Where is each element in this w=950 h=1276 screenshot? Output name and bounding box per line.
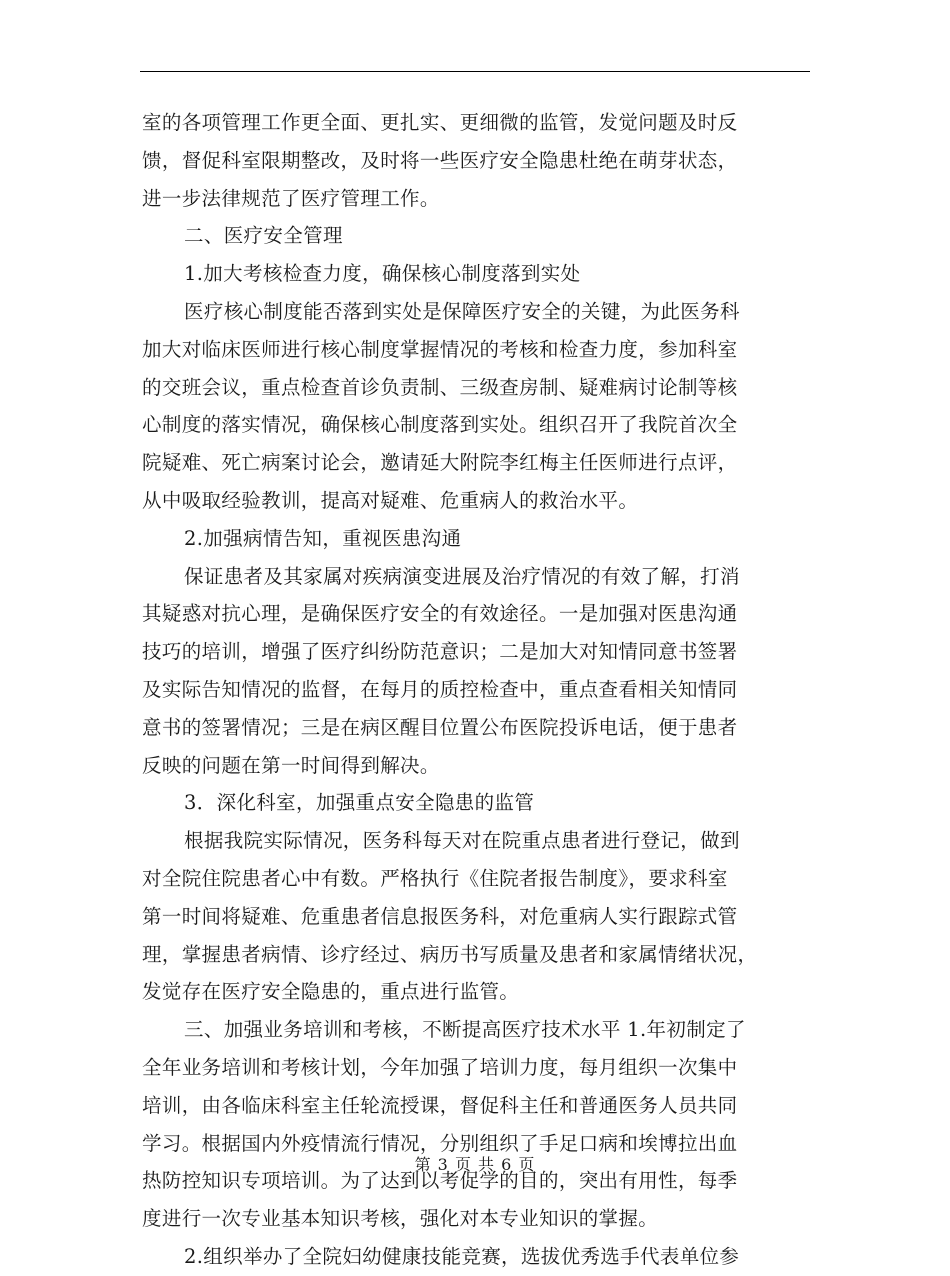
text-line: 度进行一次专业基本知识考核，强化对本专业知识的掌握。 [142,1207,659,1231]
text-line: 及实际告知情况的监督，在每月的质控检查中，重点查看相关知情同 [142,677,738,701]
document-body [142,104,812,1276]
text-line: 理，掌握患者病情、诊疗经过、病历书写质量及患者和家属情绪状况， [142,942,758,966]
text-line: 对全院住院患者心中有数。严格执行《住院者报告制度》，要求科室 [142,866,728,890]
header-rule [140,71,810,72]
text-line: 三、加强业务培训和考核，不断提高医疗技术水平 1.年初制定了 [184,1018,746,1042]
text-line: 全年业务培训和考核计划，今年加强了培训力度，每月组织一次集中 [142,1055,738,1079]
text-line: 从中吸取经验教训，提高对疑难、危重病人的救治水平。 [142,488,639,512]
text-line: 技巧的培训，增强了医疗纠纷防范意识；二是加大对知情同意书签署 [142,640,738,664]
text-line: 第一时间将疑难、危重患者信息报医务科，对危重病人实行跟踪式管 [142,904,738,928]
text-line: 反映的问题在第一时间得到解决。 [142,753,440,777]
text-line: 院疑难、死亡病案讨论会，邀请延大附院李红梅主任医师进行点评， [142,451,738,475]
text-line: 培训，由各临床科室主任轮流授课，督促科主任和普通医务人员共同 [142,1093,738,1117]
text-line: 馈，督促科室限期整改，及时将一些医疗安全隐患杜绝在萌芽状态， [142,148,738,172]
text-line: 热防控知识专项培训。为了达到以考促学的目的，突出有用性，每季 [142,1169,738,1193]
text-line: 心制度的落实情况，确保核心制度落到实处。组织召开了我院首次全 [142,413,738,437]
text-line: 其疑惑对抗心理，是确保医疗安全的有效途径。一是加强对医患沟通 [142,602,738,626]
text-line: 1.加大考核检查力度，确保核心制度落到实处 [184,262,581,286]
text-line: 的交班会议，重点检查首诊负责制、三级查房制、疑难病讨论制等核 [142,375,738,399]
text-line: 保证患者及其家属对疾病演变进展及治疗情况的有效了解，打消 [184,564,740,588]
text-line: 加大对临床医师进行核心制度掌握情况的考核和检查力度，参加科室 [142,337,738,361]
text-line: 二、医疗安全管理 [184,224,343,248]
text-line: 2.组织举办了全院妇幼健康技能竞赛，选拔优秀选手代表单位参 [184,1244,740,1268]
text-line: 学习。根据国内外疫情流行情况，分别组织了手足口病和埃博拉出血 [142,1131,738,1155]
text-line: 根据我院实际情况，医务科每天对在院重点患者进行登记，做到 [184,829,740,853]
text-line: 进一步法律规范了医疗管理工作。 [142,186,440,210]
text-line: 意书的签署情况；三是在病区醒目位置公布医院投诉电话，便于患者 [142,715,738,739]
page-number: 第 3 页 共 6 页 [414,1155,536,1174]
text-line: 室的各项管理工作更全面、更扎实、更细微的监管，发觉问题及时反 [142,111,738,134]
text-line: 2.加强病情告知，重视医患沟通 [184,526,462,550]
text-line: 医疗核心制度能否落到实处是保障医疗安全的关键，为此医务科 [184,299,740,323]
text-line: 发觉存在医疗安全隐患的，重点进行监管。 [142,980,520,1004]
text-line: 3．深化科室，加强重点安全隐患的监管 [184,791,535,815]
